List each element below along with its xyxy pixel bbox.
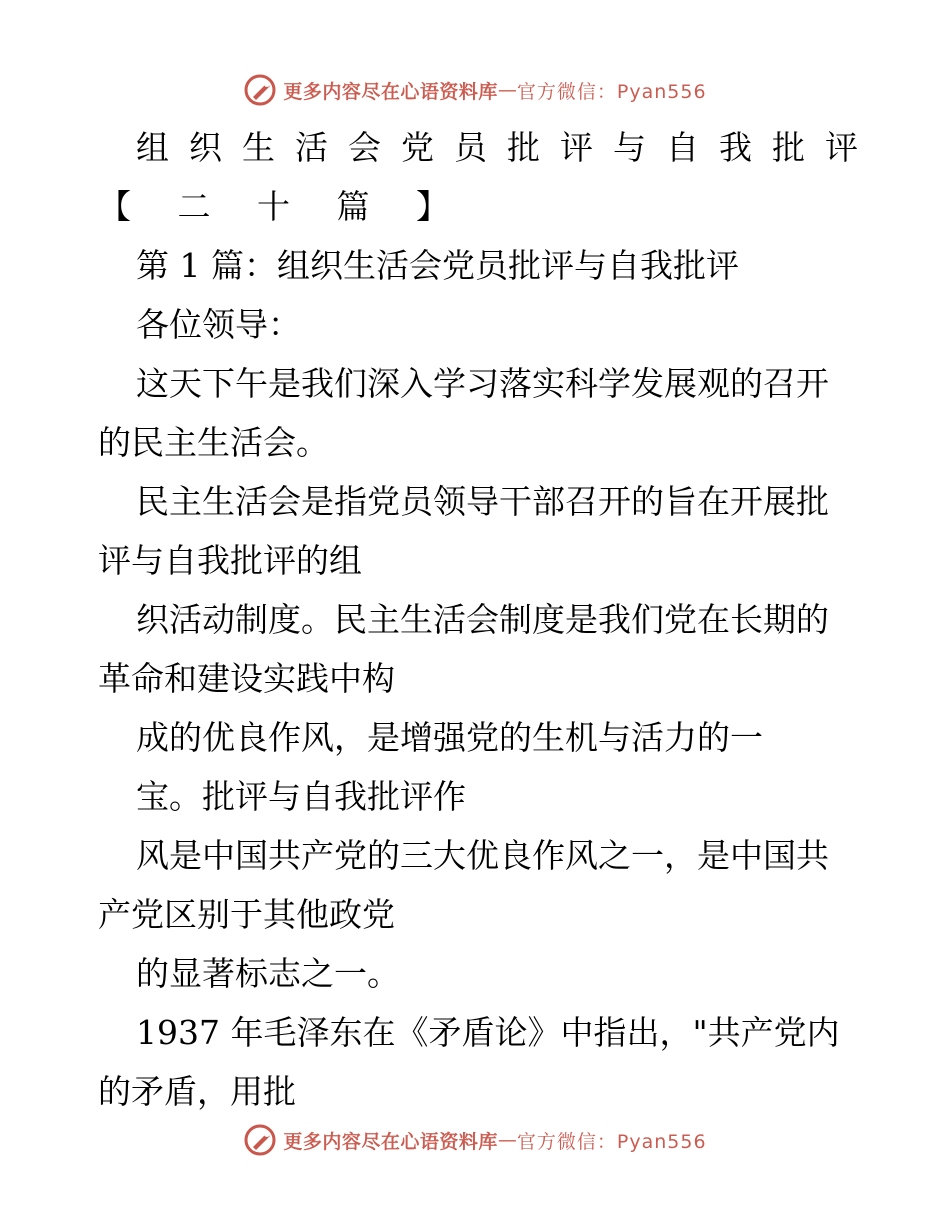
paragraph-line: 各位领导：	[136, 305, 301, 344]
banner-separator: —	[497, 1129, 517, 1151]
paragraph-line: 1937 年毛泽东在《矛盾论》中指出，"共产党内	[136, 1013, 840, 1052]
paragraph-line: 宝。批评与自我批评作	[136, 777, 466, 816]
paragraph-line: 革命和建设实践中构	[98, 659, 395, 698]
paragraph-line: 织活动制度。民主生活会制度是我们党在长期的	[136, 600, 829, 639]
banner-slogan: 更多内容尽在心语资料库	[283, 80, 498, 103]
banner-wechat-id: 官方微信：Pyan556	[516, 1130, 707, 1153]
banner-slogan: 更多内容尽在心语资料库	[283, 1130, 498, 1153]
banner-wechat-id: 官方微信：Pyan556	[516, 80, 707, 103]
paragraph-line: 成的优良作风，是增强党的生机与活力的一	[136, 718, 763, 757]
footer-watermark-banner	[0, 1120, 950, 1160]
paragraph-line: 第 1 篇：组织生活会党员批评与自我批评	[136, 246, 739, 285]
paragraph-line: 的民主生活会。	[98, 423, 329, 462]
paragraph-line: 产党区别于其他政党	[98, 895, 395, 934]
brand-logo-icon	[243, 73, 277, 107]
banner-separator: —	[497, 79, 517, 101]
document-title: 组 织 生 活 会 党 员 批 评 与 自 我 批 评	[136, 128, 858, 167]
document-title-subtitle: 【 二 十 篇 】	[98, 187, 467, 226]
paragraph-line: 这天下午是我们深入学习落实科学发展观的召开	[136, 364, 829, 403]
paragraph-line: 评与自我批评的组	[98, 541, 362, 580]
paragraph-line: 风是中国共产党的三大优良作风之一，是中国共	[136, 836, 829, 875]
paragraph-line: 民主生活会是指党员领导干部召开的旨在开展批	[136, 482, 829, 521]
paragraph-line: 的显著标志之一。	[136, 954, 400, 993]
document-body	[98, 118, 858, 1121]
header-watermark-banner	[0, 70, 950, 110]
brand-logo-icon	[243, 1123, 277, 1157]
paragraph-line: 的矛盾，用批	[98, 1072, 296, 1111]
